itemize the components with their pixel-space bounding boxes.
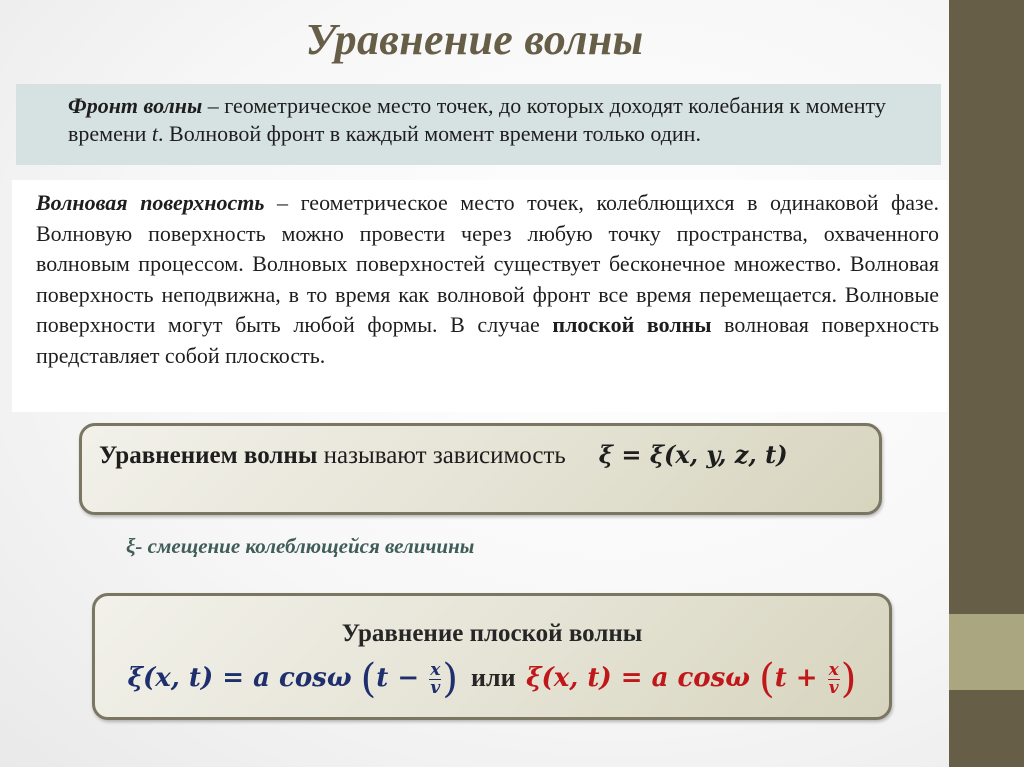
paren-open: (	[759, 656, 775, 702]
slide-title: Уравнение волны	[305, 15, 644, 64]
plane-wave-box	[92, 593, 892, 720]
paren-close: )	[442, 656, 458, 702]
displacement-note: ξ- смещение колеблющейся величины	[126, 534, 475, 558]
paren-open: (	[360, 656, 377, 702]
wave-equation-line	[99, 440, 788, 470]
wave-equation-box	[79, 423, 882, 515]
formula-forward-wave	[127, 656, 467, 702]
formula-backward-lhs: ξ(x, t) = a cosω	[526, 663, 751, 693]
formula-backward-wave	[526, 656, 857, 702]
definition-text: – геометрическое место точек, колеблющихся в одинаковой фазе. Волновую поверхность можно провести через любую точку пространства, охваченного волновым процессом. Волновых поверхностей существует бесконечное множество. Волновая поверхность неподвижна, в то время как волновой фронт все время перемещается. Волновые поверхности могут быть любой формы. В случае	[36, 190, 939, 337]
right-sidebar-decoration	[949, 0, 1024, 767]
term-wave-front: Фронт волны	[68, 93, 203, 118]
definition-text: – геометрическое место точек, до которых доходят колебания к моменту времени	[68, 93, 886, 146]
wave-equation-formula: ξ = ξ(x, y, z, t)	[598, 440, 788, 469]
fraction-x-over-v: $\frac{x}{v}$	[828, 659, 839, 698]
definition-text-end: волновая поверхность представляет собой плоскость.	[36, 312, 940, 368]
definition-text-end: . Волновой фронт в каждый момент времени только один.	[158, 121, 701, 146]
sidebar-accent-band	[949, 614, 1024, 690]
formula-forward-lhs: ξ(x, t) = a cosω	[127, 663, 352, 693]
term-plane-wave: плоской волны	[552, 312, 712, 337]
paren-close: )	[840, 656, 857, 702]
wave-equation-text: называют зависимость	[317, 442, 566, 469]
fraction-x-over-v: $\frac{x}{v}$	[430, 659, 441, 698]
formula-connector: или	[471, 663, 516, 692]
plane-wave-title: Уравнение плоской волны	[341, 620, 643, 647]
wave-surface-definition	[12, 180, 947, 412]
term-wave-equation: Уравнением волны	[99, 442, 318, 469]
variable-t: t	[151, 121, 159, 146]
formula-backward-inner: t +	[774, 663, 818, 693]
term-wave-surface: Волновая поверхность	[36, 190, 265, 215]
formula-forward-inner: t −	[376, 663, 420, 693]
plane-wave-formulas	[95, 656, 889, 702]
wave-front-definition	[16, 84, 941, 165]
